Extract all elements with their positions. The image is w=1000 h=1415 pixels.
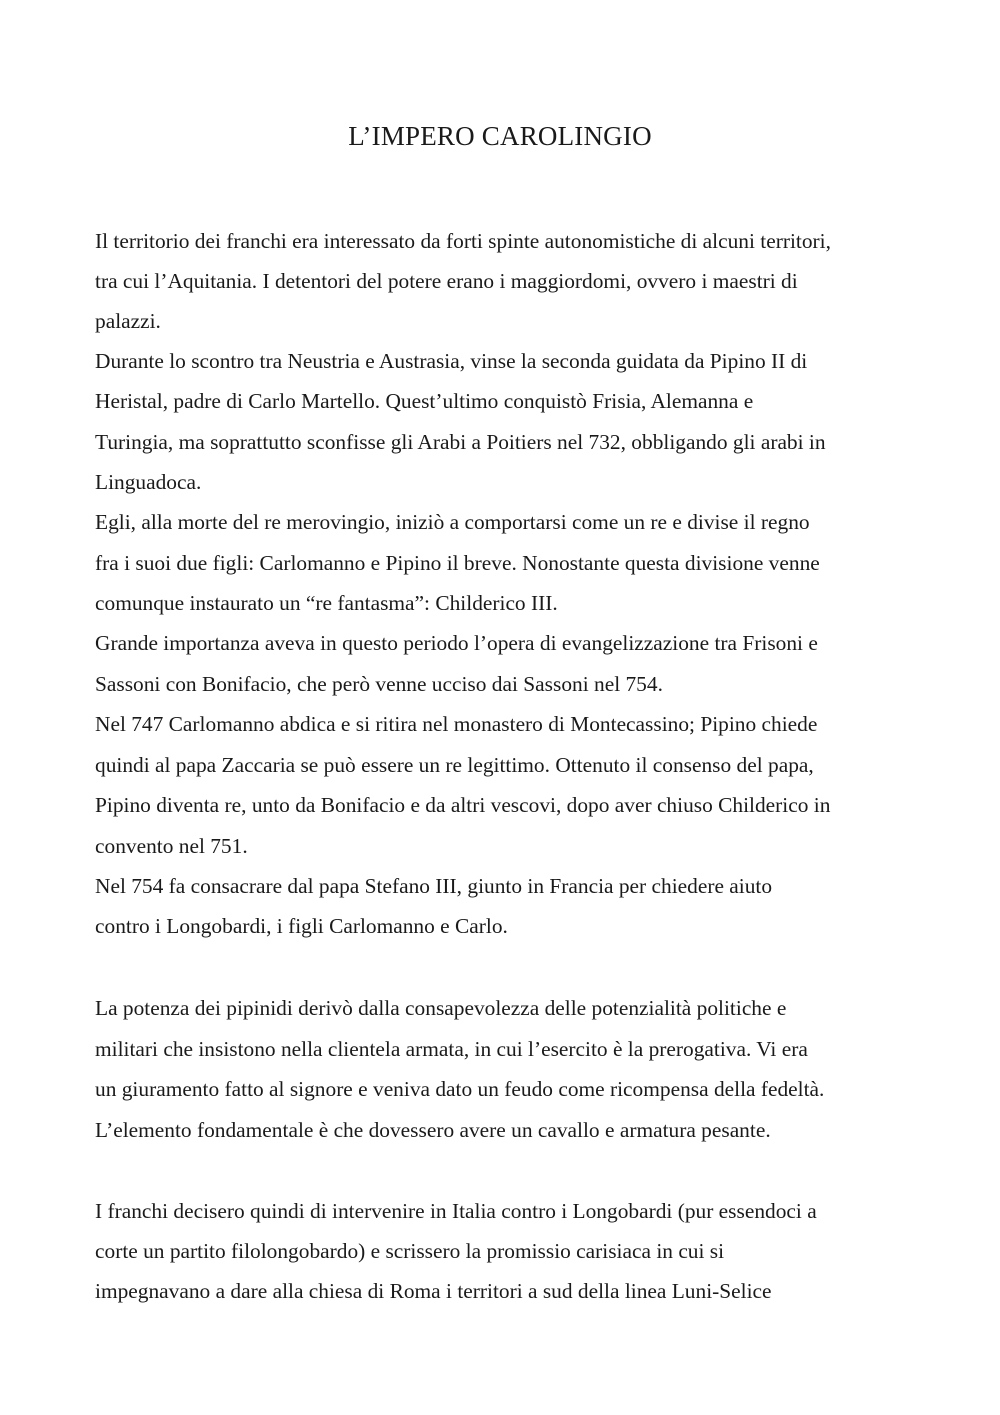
text-line: Il territorio dei franchi era interessato da forti spinte autonomistiche di alcuni territori,	[95, 229, 831, 253]
text-line: La potenza dei pipinidi derivò dalla consapevolezza delle potenzialità politiche e	[95, 996, 787, 1020]
text-line: impegnavano a dare alla chiesa di Roma i territori a sud della linea Luni-Selice	[95, 1279, 772, 1303]
text-line: un giuramento fatto al signore e veniva dato un feudo come ricompensa della fedeltà.	[95, 1077, 825, 1101]
text-line: quindi al papa Zaccaria se può essere un re legittimo. Ottenuto il consenso del papa,	[95, 753, 814, 777]
text-line: Nel 747 Carlomanno abdica e si ritira nel monastero di Montecassino; Pipino chiede	[95, 712, 818, 736]
text-line: Pipino diventa re, unto da Bonifacio e da altri vescovi, dopo aver chiuso Childerico in	[95, 793, 831, 817]
text-line: corte un partito filolongobardo) e scrissero la promissio carisiaca in cui si	[95, 1239, 725, 1263]
text-line: tra cui l’Aquitania. I detentori del potere erano i maggiordomi, ovvero i maestri di	[95, 269, 798, 293]
text-line: Turingia, ma soprattutto sconfisse gli Arabi a Poitiers nel 732, obbligando gli arabi in	[95, 430, 826, 454]
text-line: palazzi.	[95, 309, 161, 333]
text-line: L’elemento fondamentale è che dovessero avere un cavallo e armatura pesante.	[95, 1118, 771, 1142]
text-line: Heristal, padre di Carlo Martello. Quest’ultimo conquistò Frisia, Alemanna e	[95, 389, 754, 413]
text-line: contro i Longobardi, i figli Carlomanno e Carlo.	[95, 914, 508, 938]
text-line: militari che insistono nella clientela armata, in cui l’esercito è la prerogativa. Vi era	[95, 1037, 808, 1061]
text-line: Durante lo scontro tra Neustria e Austrasia, vinse la seconda guidata da Pipino II di	[95, 349, 808, 373]
document-title: L’IMPERO CAROLINGIO	[348, 121, 652, 151]
text-line: Sassoni con Bonifacio, che però venne ucciso dai Sassoni nel 754.	[95, 672, 663, 696]
text-line: Egli, alla morte del re merovingio, iniziò a comportarsi come un re e divise il regno	[95, 510, 810, 534]
text-line: comunque instaurato un “re fantasma”: Childerico III.	[95, 591, 558, 615]
text-line: Grande importanza aveva in questo periodo l’opera di evangelizzazione tra Frisoni e	[95, 631, 818, 655]
text-line: I franchi decisero quindi di intervenire in Italia contro i Longobardi (pur essendoci a	[95, 1199, 817, 1223]
text-line: Nel 754 fa consacrare dal papa Stefano III, giunto in Francia per chiedere aiuto	[95, 874, 773, 898]
text-line: convento nel 751.	[95, 834, 248, 858]
text-line: fra i suoi due figli: Carlomanno e Pipino il breve. Nonostante questa divisione venne	[95, 551, 820, 575]
text-line: Linguadoca.	[95, 470, 202, 494]
